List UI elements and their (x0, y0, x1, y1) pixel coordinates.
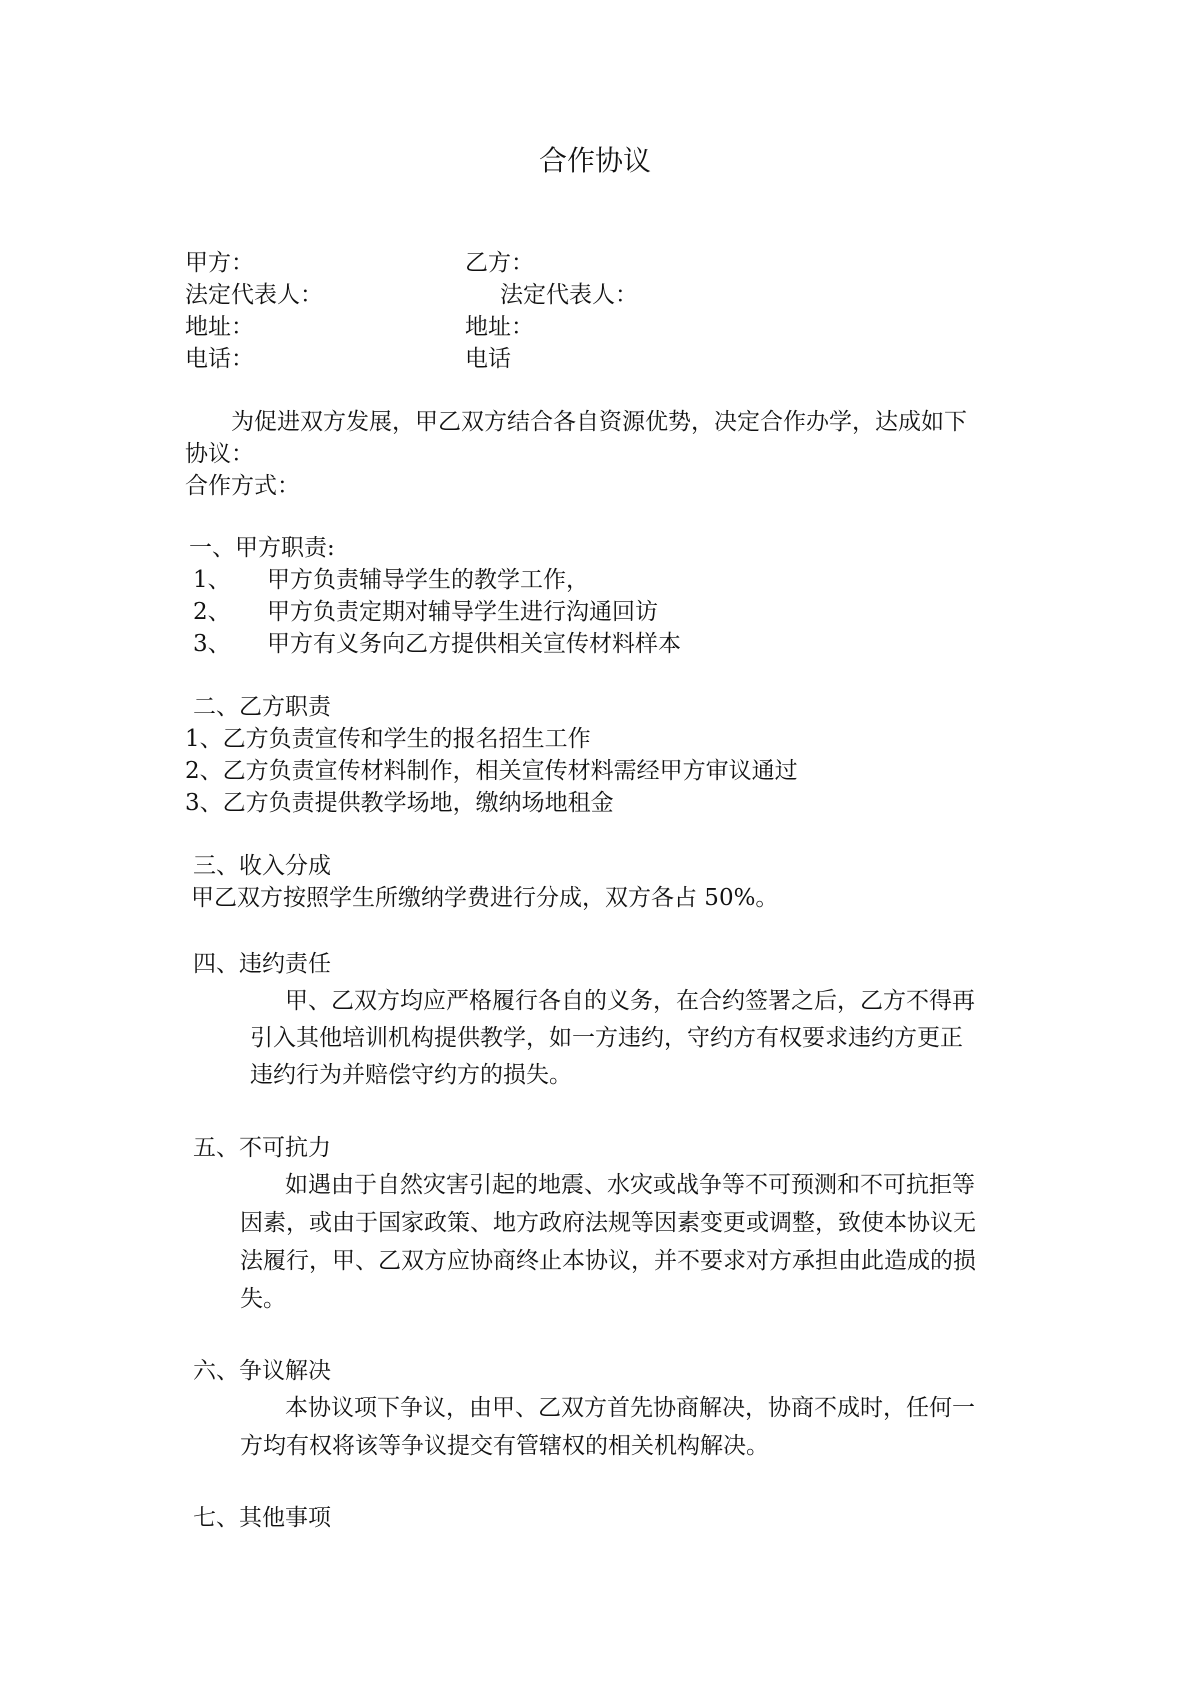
section-3-heading: 三、收入分成 (193, 853, 331, 879)
section-1-heading: 一、甲方职责: (189, 535, 335, 561)
party-a-phone-label: 电话： (185, 346, 254, 372)
section-1-item-1-text: 甲方负责辅导学生的教学工作， (267, 567, 589, 593)
section-3-text: 甲乙双方按照学生所缴纳学费进行分成，双方各占 50%。 (191, 885, 779, 911)
section-6-heading: 六、争议解决 (193, 1358, 331, 1384)
section-6-line-1: 本协议项下争议，由甲、乙双方首先协商解决，协商不成时，任何一 (285, 1395, 975, 1421)
party-b-label: 乙方： (465, 250, 534, 276)
section-2-item-3: 3、乙方负责提供教学场地，缴纳场地租金 (185, 790, 614, 816)
section-5-line-3: 法履行，甲、乙双方应协商终止本协议，并不要求对方承担由此造成的损 (240, 1248, 976, 1274)
section-4-line-1: 甲、乙双方均应严格履行各自的义务，在合约签署之后，乙方不得再 (285, 988, 975, 1014)
party-b-representative-label: 法定代表人： (500, 282, 638, 308)
party-a-label: 甲方： (185, 250, 254, 276)
section-7-heading: 七、其他事项 (193, 1505, 331, 1531)
section-4-heading: 四、违约责任 (193, 951, 331, 977)
section-5-line-4: 失。 (240, 1286, 286, 1312)
intro-paragraph-line-2: 协议： (185, 441, 254, 467)
section-2-heading: 二、乙方职责 (193, 694, 331, 720)
section-5-line-2: 因素，或由于国家政策、地方政府法规等因素变更或调整，致使本协议无 (240, 1210, 976, 1236)
section-1-item-1-number: 1、 (193, 567, 231, 593)
section-2-item-1: 1、乙方负责宣传和学生的报名招生工作 (185, 726, 591, 752)
section-6-line-2: 方均有权将该等争议提交有管辖权的相关机构解决。 (240, 1433, 769, 1459)
party-b-phone-label: 电话 (465, 346, 511, 372)
section-2-item-2: 2、乙方负责宣传材料制作，相关宣传材料需经甲方审议通过 (185, 758, 798, 784)
section-1-item-3-text: 甲方有义务向乙方提供相关宣传材料样本 (267, 631, 681, 657)
party-a-address-label: 地址： (185, 314, 254, 340)
party-a-representative-label: 法定代表人： (185, 282, 323, 308)
section-1-item-2-number: 2、 (193, 599, 231, 625)
section-5-line-1: 如遇由于自然灾害引起的地震、水灾或战争等不可预测和不可抗拒等 (285, 1172, 975, 1198)
section-1-item-3-number: 3、 (193, 631, 231, 657)
section-5-heading: 五、不可抗力 (193, 1135, 331, 1161)
section-4-line-3: 违约行为并赔偿守约方的损失。 (250, 1062, 572, 1088)
section-1-item-2-text: 甲方负责定期对辅导学生进行沟通回访 (267, 599, 658, 625)
document-title: 合作协议 (538, 144, 651, 177)
intro-paragraph-line-1: 为促进双方发展，甲乙双方结合各自资源优势，决定合作办学，达成如下 (231, 409, 967, 435)
party-b-address-label: 地址： (465, 314, 534, 340)
section-4-line-2: 引入其他培训机构提供教学，如一方违约，守约方有权要求违约方更正 (250, 1025, 963, 1051)
cooperation-mode-label: 合作方式： (185, 473, 300, 499)
